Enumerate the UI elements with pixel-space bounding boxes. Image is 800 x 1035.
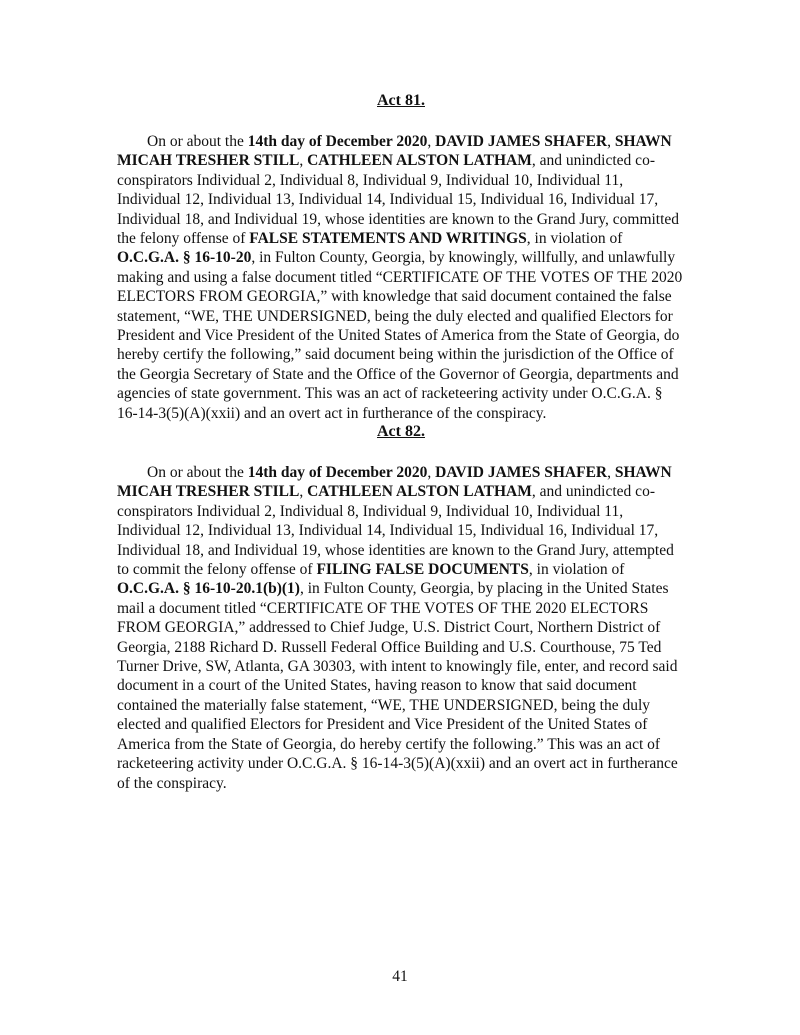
bold-text-segment: SHAWN MICAH TRESHER STILL bbox=[117, 464, 672, 501]
text-segment: , bbox=[299, 483, 308, 501]
text-segment: , bbox=[607, 133, 615, 150]
text-segment: , bbox=[607, 464, 615, 481]
text-segment: , in violation of bbox=[528, 561, 625, 579]
text-segment: , bbox=[427, 464, 436, 481]
text-segment: , in Fulton County, Georgia, by placing in the United States mail a document titled “CERTIFICATE OF THE VOTES OF THE 2020 ELECTORS FROM GEORGIA,” addressed to Chief Judge, U.S. District Court, Northern District of Georgia, 2188 Richard D. Russell Federal Office Building and U.S. Courthouse, 75 Ted Turner Drive, SW, Atlanta, GA 30303, with intent to knowingly file, enter, and record said document in a court of the United States, having reason to know that said document contained the materially false statement, “WE, THE UNDERSIGNED, being the duly elected and qualified Electors for President and Vice President of the United States of America from the State of Georgia, do hereby certify the following.” This was an act of racketeering activity under O.C.G.A. § 16-14-3(5)(A)(xxii) and an overt act in furtherance of the conspiracy. bbox=[117, 580, 678, 792]
bold-text-segment: FALSE STATEMENTS AND WRITINGS bbox=[249, 230, 527, 248]
bold-text-segment: 14th day of December 2020 bbox=[247, 464, 428, 481]
bold-text-segment: 14th day of December 2020 bbox=[247, 133, 428, 150]
text-segment: , and unindicted co-conspirators Individual 2, Individual 8, Individual 9, Individual 10, Individual 11, Individual 12, Individual 13, Individual 14, Individual 15, Individual 16, Individual 17, Individual 18, and Individual 19, whose identities are known to the Grand Jury, attempted to commit the felony offense of bbox=[117, 483, 674, 579]
bold-text-segment: DAVID JAMES SHAFER bbox=[435, 464, 608, 481]
page-number: 41 bbox=[392, 968, 408, 985]
bold-text-segment: CATHLEEN ALSTON LATHAM bbox=[307, 483, 532, 501]
text-segment: , bbox=[299, 152, 308, 170]
bold-text-segment: SHAWN MICAH TRESHER STILL bbox=[117, 133, 672, 170]
text-segment: On or about the bbox=[147, 133, 248, 150]
act-81-paragraph bbox=[117, 132, 685, 423]
text-segment: , in violation of bbox=[526, 230, 623, 248]
act-82-section bbox=[117, 423, 685, 793]
text-segment: On or about the bbox=[147, 464, 248, 481]
text-segment: , and unindicted co-conspirators Individual 2, Individual 8, Individual 9, Individual 10, Individual 11, Individual 12, Individual 13, Individual 14, Individual 15, Individual 16, Individual 17, Individual 18, and Individual 19, whose identities are known to the Grand Jury, committed the felony offense of bbox=[117, 152, 680, 248]
bold-text-segment: O.C.G.A. § 16-10-20.1(b)(1) bbox=[117, 580, 300, 598]
bold-text-segment: CATHLEEN ALSTON LATHAM bbox=[307, 152, 532, 170]
bold-text-segment: DAVID JAMES SHAFER bbox=[435, 133, 608, 150]
bold-text-segment: FILING FALSE DOCUMENTS bbox=[316, 561, 529, 579]
text-segment: , bbox=[427, 133, 436, 150]
text-segment: , in Fulton County, Georgia, by knowingly, willfully, and unlawfully making and using a false document titled “CERTIFICATE OF THE VOTES OF THE 2020 ELECTORS FROM GEORGIA,” with knowledge that said document contained the false statement, “WE, THE UNDERSIGNED, being the duly elected and qualified Electors for President and Vice President of the United States of America from the State of Georgia, do hereby certify the following,” said document being within the jurisdiction of the Office of the Georgia Secretary of State and the Office of the Governor of Georgia, departments and agencies of state government. This was an act of racketeering activity under O.C.G.A. § 16-14-3(5)(A)(xxii) and an overt act in furtherance of the conspiracy. bbox=[117, 249, 683, 422]
act-81-heading: Act 81. bbox=[377, 92, 425, 109]
bold-text-segment: O.C.G.A. § 16-10-20 bbox=[117, 249, 252, 267]
act-82-paragraph bbox=[117, 463, 685, 793]
act-81-section bbox=[117, 92, 685, 423]
act-82-heading: Act 82. bbox=[377, 423, 425, 440]
